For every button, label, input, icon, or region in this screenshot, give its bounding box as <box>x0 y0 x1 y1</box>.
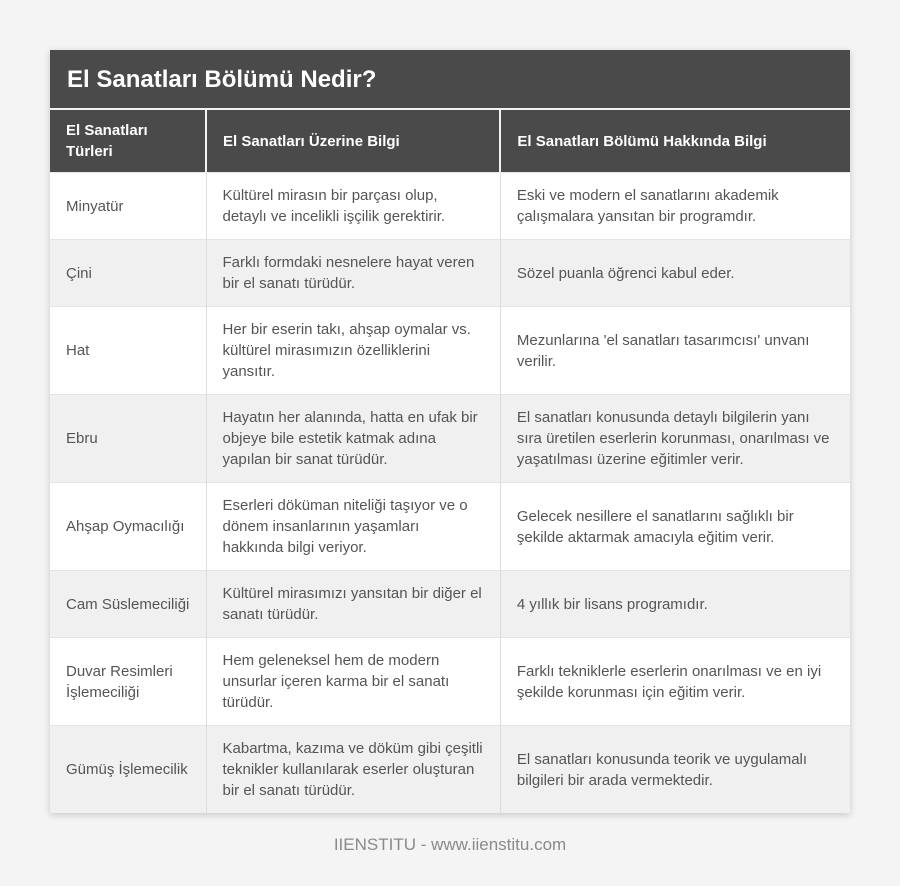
department-info-cell: Sözel puanla öğrenci kabul eder. <box>500 240 850 307</box>
craft-type-cell: Hat <box>50 307 206 395</box>
craft-info-cell: Kültürel mirasımızı yansıtan bir diğer el sanatı türüdür. <box>206 571 500 638</box>
department-info-cell: Farklı tekniklerle eserlerin onarılması ve en iyi şekilde korunması için eğitim verir. <box>500 638 850 726</box>
department-info-cell: El sanatları konusunda teorik ve uygulamalı bilgileri bir arada vermektedir. <box>500 726 850 814</box>
craft-type-cell: Cam Süslemeciliği <box>50 571 206 638</box>
craft-info-cell: Kabartma, kazıma ve döküm gibi çeşitli teknikler kullanılarak eserler oluşturan bir el sanatı türüdür. <box>206 726 500 814</box>
table-row <box>50 307 850 395</box>
craft-type-cell: Ebru <box>50 395 206 483</box>
column-header-info: El Sanatları Üzerine Bilgi <box>206 110 500 173</box>
table-row <box>50 571 850 638</box>
page-title: El Sanatları Bölümü Nedir? <box>50 50 850 110</box>
department-info-cell: El sanatları konusunda detaylı bilgilerin yanı sıra üretilen eserlerin korunması, onarılması ve yaşatılması üzerine eğitimler verir. <box>500 395 850 483</box>
craft-type-cell: Minyatür <box>50 173 206 240</box>
table-row <box>50 483 850 571</box>
department-info-cell: 4 yıllık bir lisans programıdır. <box>500 571 850 638</box>
column-header-types: El Sanatları Türleri <box>50 110 206 173</box>
craft-info-cell: Her bir eserin takı, ahşap oymalar vs. kültürel mirasımızın özelliklerini yansıtır. <box>206 307 500 395</box>
craft-type-cell: Çini <box>50 240 206 307</box>
craft-info-cell: Farklı formdaki nesnelere hayat veren bir el sanatı türüdür. <box>206 240 500 307</box>
craft-info-cell: Hem geleneksel hem de modern unsurlar içeren karma bir el sanatı türüdür. <box>206 638 500 726</box>
craft-info-cell: Hayatın her alanında, hatta en ufak bir objeye bile estetik katmak adına yapılan bir sanat türüdür. <box>206 395 500 483</box>
table-row <box>50 395 850 483</box>
department-info-cell: Gelecek nesillere el sanatlarını sağlıklı bir şekilde aktarmak amacıyla eğitim verir. <box>500 483 850 571</box>
craft-type-cell: Ahşap Oymacılığı <box>50 483 206 571</box>
table-row <box>50 726 850 814</box>
table-row <box>50 240 850 307</box>
craft-type-cell: Gümüş İşlemecilik <box>50 726 206 814</box>
table-header-row <box>50 110 850 173</box>
craft-info-cell: Kültürel mirasın bir parçası olup, detaylı ve incelikli işçilik gerektirir. <box>206 173 500 240</box>
department-info-cell: Eski ve modern el sanatlarını akademik çalışmalara yansıtan bir programdır. <box>500 173 850 240</box>
content-card <box>50 50 850 813</box>
column-header-department: El Sanatları Bölümü Hakkında Bilgi <box>500 110 850 173</box>
table-row <box>50 173 850 240</box>
craft-type-cell: Duvar Resimleri İşlemeciliği <box>50 638 206 726</box>
handicrafts-table <box>50 110 850 813</box>
craft-info-cell: Eserleri döküman niteliği taşıyor ve o dönem insanlarının yaşamları hakkında bilgi veriyor. <box>206 483 500 571</box>
department-info-cell: Mezunlarına 'el sanatları tasarımcısı' unvanı verilir. <box>500 307 850 395</box>
table-row <box>50 638 850 726</box>
footer-credit: IIENSTITU - www.iienstitu.com <box>333 835 567 854</box>
